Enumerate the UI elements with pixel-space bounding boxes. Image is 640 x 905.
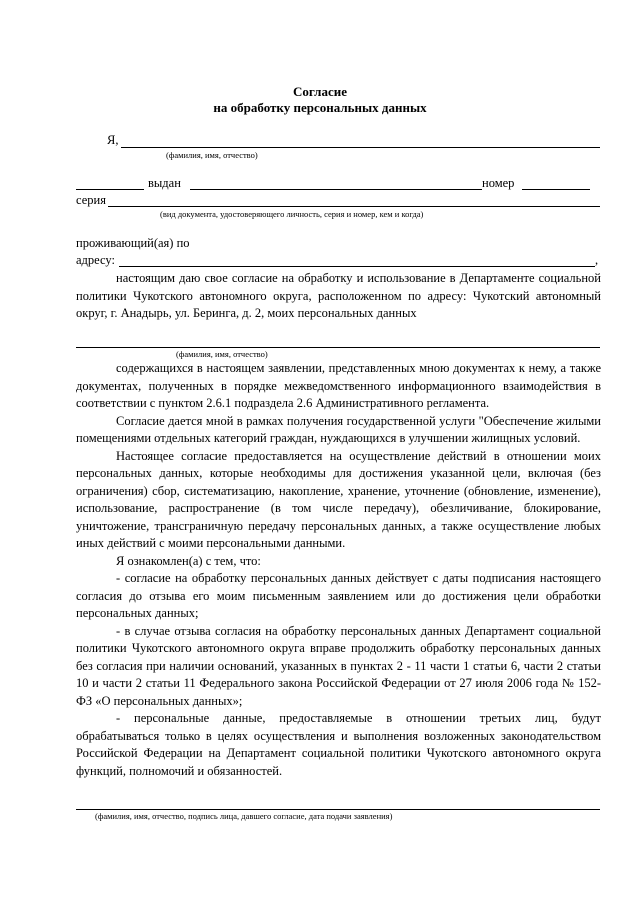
body-paragraph-acknowledged: Я ознакомлен(а) с тем, что: (116, 553, 261, 568)
body-text (76, 360, 601, 780)
body-paragraph-documents: содержащихся в настоящем заявлении, представленных мною документах к нему, а также документах, полученных в порядке межведомственного информационного взаимодействия в соответствии с пунктом 2.6.1 подраздела 2.6 Административного регламента. (76, 361, 601, 410)
signature-caption: (фамилия, имя, отчество, подпись лица, давшего согласие, дата подачи заявления) (95, 811, 393, 821)
body-paragraph-revocation: - в случае отзыва согласия на обработку персональных данных Департамент социальной политики Чукотского автономного округа вправе продолжить обработку персональных данных без согласия при наличии оснований, указанных в пунктах 2 - 11 части 1 статьи 6, части 2 статьи 10 и части 2 статьи 11 Федерального закона Российской Федерации от 27 июля 2006 года № 152-ФЗ «О персональных данных»; (76, 623, 601, 708)
series-field-line[interactable] (108, 206, 600, 207)
fio-caption-2: (фамилия, имя, отчество) (176, 349, 268, 359)
consent-paragraph: настоящим даю свое согласие на обработку и использование в Департаменте социальной политики Чукотского автономного округа, расположенном по адресу: Чукотский автономный округ, г. Анадырь, ул. Беринга, д. 2, моих персональных данных (76, 271, 601, 320)
doc-type-field-line[interactable] (76, 189, 144, 190)
vydan-label: выдан (148, 176, 181, 190)
ya-label: Я, (107, 133, 119, 147)
address-field-line[interactable] (119, 266, 595, 267)
document-title: Согласие (293, 84, 347, 99)
fio-field-line-2[interactable] (76, 347, 600, 348)
body-paragraph-validity: - согласие на обработку персональных данных действует с даты подписания настоящего согласия до отзыва его моим письменным заявлением или до достижения цели обработки персональных данных; (76, 571, 601, 620)
issued-by-field-line[interactable] (190, 189, 482, 190)
doc-caption: (вид документа, удостоверяющего личность, серия и номер, кем и когда) (160, 209, 424, 219)
document-subtitle: на обработку персональных данных (213, 100, 427, 115)
body-paragraph-service: Согласие дается мной в рамках получения государственной услуги "Обеспечение жилыми помещениями отдельных категорий граждан, нуждающихся в улучшении жилищных условий. (76, 413, 601, 445)
nomer-label: номер (482, 176, 515, 190)
fio-field-line[interactable] (121, 147, 600, 148)
prozh-label: проживающий(ая) по (76, 236, 190, 250)
fio-caption: (фамилия, имя, отчество) (166, 150, 258, 160)
number-field-line[interactable] (522, 189, 590, 190)
body-paragraph-actions: Настоящее согласие предоставляется на осуществление действий в отношении моих персональных данных, которые необходимы для достижения указанной цели, включая (без ограничения) сбор, систематизацию, накопление, хранение, уточнение (обновление, изменение), использование, распространение (в том числе передачу), обезличивание, блокирование, уничтожение, трансграничную передачу персональных данных, а также осуществление любых иных действий с моими персональными данными. (76, 448, 601, 550)
adres-label: адресу: (76, 253, 115, 267)
address-comma: , (595, 253, 599, 267)
signature-field-line[interactable] (76, 809, 600, 810)
seriya-label: серия (76, 193, 106, 207)
body-paragraph-third-parties: - персональные данные, предоставляемые в отношении третьих лиц, будут обрабатываться только в целях осуществления и выполнения возложенных законодательством Российской Федерации на Департамент социальной политики Чукотского автономного округа функций, полномочий и обязанностей. (76, 711, 601, 778)
